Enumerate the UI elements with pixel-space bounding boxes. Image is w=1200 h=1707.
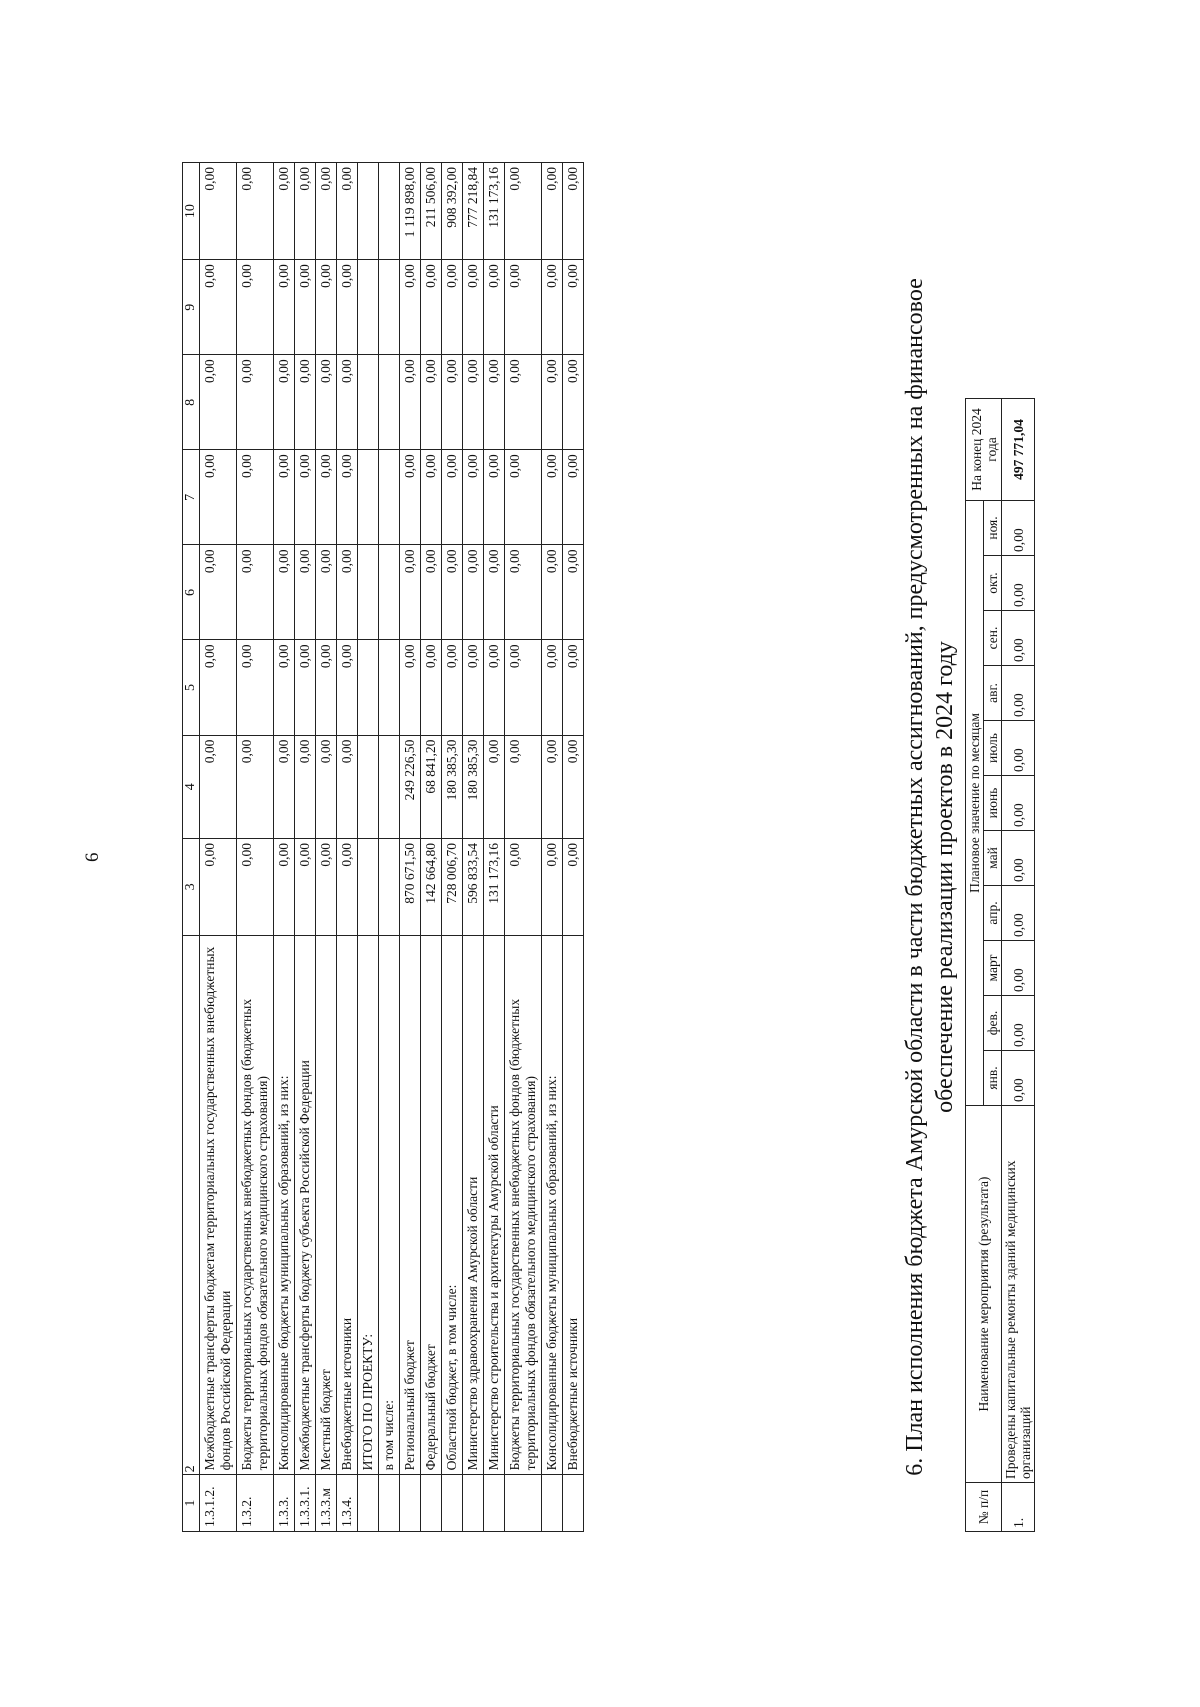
- row-label: в том числе:: [379, 935, 400, 1475]
- value-cell: [358, 163, 379, 260]
- month-value: 0,00: [1002, 886, 1035, 941]
- header-end-of-year: На конец 2024 года: [966, 399, 1002, 501]
- row-code: [400, 1475, 421, 1532]
- table-row: [358, 163, 379, 1532]
- value-cell: 0,00: [442, 355, 463, 450]
- month-header: окт.: [984, 556, 1002, 611]
- value-cell: 0,00: [200, 355, 237, 450]
- value-cell: 0,00: [505, 838, 542, 935]
- value-cell: 0,00: [463, 640, 484, 735]
- value-cell: [358, 735, 379, 838]
- value-cell: 0,00: [542, 163, 563, 260]
- value-cell: 0,00: [337, 260, 358, 355]
- column-number-row: [183, 163, 200, 1532]
- value-cell: 0,00: [337, 640, 358, 735]
- value-cell: 0,00: [237, 735, 274, 838]
- column-header: 8: [183, 355, 200, 450]
- value-cell: 0,00: [421, 545, 442, 640]
- table-row: [316, 163, 337, 1532]
- table-row: [237, 163, 274, 1532]
- table-row: [542, 163, 563, 1532]
- value-cell: 0,00: [484, 735, 505, 838]
- column-header: 4: [183, 735, 200, 838]
- table-row: [200, 163, 237, 1532]
- row-code: [421, 1475, 442, 1532]
- value-cell: 0,00: [274, 450, 295, 545]
- month-header: авг.: [984, 666, 1002, 721]
- table-row: [563, 163, 584, 1532]
- column-header: 2: [183, 935, 200, 1475]
- value-cell: 0,00: [484, 545, 505, 640]
- value-cell: 0,00: [237, 260, 274, 355]
- section-title: 6. План исполнения бюджета Амурской области в части бюджетных ассигнований, предусмотренных на финансовое обеспечение реализации проектов в 2024 году: [902, 278, 958, 1476]
- value-cell: 0,00: [442, 450, 463, 545]
- month-header: май: [984, 831, 1002, 886]
- value-cell: 0,00: [563, 735, 584, 838]
- row-label: Консолидированные бюджеты муниципальных образований, из них:: [274, 935, 295, 1475]
- value-cell: 0,00: [274, 355, 295, 450]
- value-cell: 180 385,30: [463, 735, 484, 838]
- table-row: [295, 163, 316, 1532]
- value-cell: 0,00: [316, 260, 337, 355]
- budget-table: [182, 162, 584, 1532]
- value-cell: 0,00: [463, 450, 484, 545]
- row-label: Местный бюджет: [316, 935, 337, 1475]
- row-code: [542, 1475, 563, 1532]
- value-cell: 0,00: [505, 640, 542, 735]
- value-cell: 0,00: [563, 640, 584, 735]
- value-cell: [379, 838, 400, 935]
- value-cell: 68 841,20: [421, 735, 442, 838]
- value-cell: 131 173,16: [484, 838, 505, 935]
- value-cell: 0,00: [563, 163, 584, 260]
- month-value: 0,00: [1002, 611, 1035, 666]
- month-header: июль: [984, 721, 1002, 776]
- value-cell: 0,00: [505, 260, 542, 355]
- value-cell: 0,00: [542, 355, 563, 450]
- value-cell: [358, 450, 379, 545]
- value-cell: 0,00: [563, 838, 584, 935]
- value-cell: 0,00: [463, 355, 484, 450]
- month-header: янв.: [984, 1051, 1002, 1106]
- month-header: ноя.: [984, 501, 1002, 556]
- value-cell: 0,00: [505, 735, 542, 838]
- value-cell: [379, 545, 400, 640]
- column-header: 9: [183, 260, 200, 355]
- month-header: март: [984, 941, 1002, 996]
- page-number: 6: [82, 852, 103, 862]
- value-cell: [379, 260, 400, 355]
- row-label: Бюджеты территориальных государственных внебюджетных фондов (бюджетных территориальных фондов обязательного медицинского страхования): [237, 935, 274, 1475]
- value-cell: 249 226,50: [400, 735, 421, 838]
- value-cell: 870 671,50: [400, 838, 421, 935]
- value-cell: 0,00: [295, 545, 316, 640]
- monthly-plan-table: [965, 398, 1035, 1532]
- value-cell: [379, 163, 400, 260]
- value-cell: 0,00: [563, 355, 584, 450]
- value-cell: 0,00: [505, 450, 542, 545]
- table-row: [274, 163, 295, 1532]
- value-cell: 0,00: [337, 355, 358, 450]
- row-code: [442, 1475, 463, 1532]
- value-cell: 0,00: [316, 838, 337, 935]
- value-cell: 0,00: [400, 450, 421, 545]
- value-cell: 0,00: [337, 735, 358, 838]
- value-cell: 0,00: [463, 260, 484, 355]
- value-cell: 0,00: [237, 640, 274, 735]
- row-code: 1.3.3.: [274, 1475, 295, 1532]
- value-cell: 0,00: [337, 163, 358, 260]
- value-cell: 0,00: [542, 450, 563, 545]
- column-header: 6: [183, 545, 200, 640]
- value-cell: 0,00: [274, 640, 295, 735]
- row-name: Проведены капитальные ремонты зданий медицинских организаций: [1002, 1106, 1035, 1483]
- month-header: сен.: [984, 611, 1002, 666]
- header-number: № п/п: [966, 1483, 1002, 1532]
- value-cell: 0,00: [542, 260, 563, 355]
- row-code: [358, 1475, 379, 1532]
- month-header: июнь: [984, 776, 1002, 831]
- row-number: 1.: [1002, 1483, 1035, 1532]
- row-code: 1.3.4.: [337, 1475, 358, 1532]
- table-row: [484, 163, 505, 1532]
- value-cell: 0,00: [442, 640, 463, 735]
- value-cell: 0,00: [316, 735, 337, 838]
- value-cell: 0,00: [237, 838, 274, 935]
- value-cell: 0,00: [274, 260, 295, 355]
- value-cell: [358, 640, 379, 735]
- row-code: [379, 1475, 400, 1532]
- value-cell: 728 006,70: [442, 838, 463, 935]
- table-row: [442, 163, 463, 1532]
- row-label: Министерство здравоохранения Амурской области: [463, 935, 484, 1475]
- row-label: Внебюджетные источники: [337, 935, 358, 1475]
- row-label: Внебюджетные источники: [563, 935, 584, 1475]
- value-cell: 0,00: [200, 260, 237, 355]
- value-cell: 0,00: [484, 450, 505, 545]
- value-cell: 0,00: [542, 640, 563, 735]
- value-cell: 0,00: [274, 838, 295, 935]
- value-cell: 0,00: [442, 545, 463, 640]
- row-label: Региональный бюджет: [400, 935, 421, 1475]
- table-row: [421, 163, 442, 1532]
- month-value: 0,00: [1002, 776, 1035, 831]
- value-cell: 0,00: [200, 640, 237, 735]
- value-cell: [379, 355, 400, 450]
- value-cell: 0,00: [295, 735, 316, 838]
- value-cell: 0,00: [421, 260, 442, 355]
- value-cell: 0,00: [421, 355, 442, 450]
- row-code: [563, 1475, 584, 1532]
- header-monthly-group: Плановое значение по месяцам: [966, 501, 984, 1106]
- value-cell: 908 392,00: [442, 163, 463, 260]
- value-cell: 0,00: [274, 163, 295, 260]
- value-cell: [379, 735, 400, 838]
- table-row: [337, 163, 358, 1532]
- value-cell: 0,00: [295, 640, 316, 735]
- month-header: апр.: [984, 886, 1002, 941]
- row-code: 1.3.3.м: [316, 1475, 337, 1532]
- value-cell: 0,00: [295, 838, 316, 935]
- value-cell: 0,00: [237, 355, 274, 450]
- value-cell: 0,00: [484, 355, 505, 450]
- value-cell: 211 506,00: [421, 163, 442, 260]
- value-cell: 0,00: [200, 545, 237, 640]
- table-row: [400, 163, 421, 1532]
- value-cell: 0,00: [237, 545, 274, 640]
- value-cell: [358, 355, 379, 450]
- value-cell: [358, 838, 379, 935]
- value-cell: 0,00: [542, 838, 563, 935]
- month-value: 0,00: [1002, 996, 1035, 1051]
- value-cell: 0,00: [200, 163, 237, 260]
- table-row: [505, 163, 542, 1532]
- value-cell: 0,00: [563, 450, 584, 545]
- value-cell: 0,00: [463, 545, 484, 640]
- value-cell: 0,00: [316, 545, 337, 640]
- row-label: ИТОГО ПО ПРОЕКТУ:: [358, 935, 379, 1475]
- value-cell: [379, 450, 400, 545]
- column-header: 10: [183, 163, 200, 260]
- value-cell: 0,00: [400, 545, 421, 640]
- value-cell: [358, 545, 379, 640]
- value-cell: 0,00: [337, 838, 358, 935]
- row-label: Межбюджетные трансферты бюджетам территориальных государственных внебюджетных фондов Российской Федерации: [200, 935, 237, 1475]
- value-cell: 0,00: [484, 260, 505, 355]
- month-value: 0,00: [1002, 1051, 1035, 1106]
- value-cell: 0,00: [563, 260, 584, 355]
- month-value: 0,00: [1002, 941, 1035, 996]
- value-cell: 142 664,80: [421, 838, 442, 935]
- value-cell: 0,00: [563, 545, 584, 640]
- value-cell: 777 218,84: [463, 163, 484, 260]
- row-code: 1.3.1.2.: [200, 1475, 237, 1532]
- column-header: 1: [183, 1475, 200, 1532]
- value-cell: 0,00: [337, 450, 358, 545]
- end-of-year-value: 497 771,04: [1002, 399, 1035, 501]
- month-value: 0,00: [1002, 666, 1035, 721]
- table-row: [463, 163, 484, 1532]
- header-name: Наименование мероприятия (результата): [966, 1106, 1002, 1483]
- value-cell: 0,00: [274, 545, 295, 640]
- value-cell: 180 385,30: [442, 735, 463, 838]
- row-code: 1.3.2.: [237, 1475, 274, 1532]
- value-cell: 0,00: [505, 355, 542, 450]
- value-cell: 0,00: [400, 355, 421, 450]
- value-cell: 0,00: [200, 450, 237, 545]
- value-cell: 0,00: [316, 640, 337, 735]
- month-value: 0,00: [1002, 556, 1035, 611]
- row-label: Консолидированные бюджеты муниципальных образований, из них:: [542, 935, 563, 1475]
- value-cell: 0,00: [542, 545, 563, 640]
- row-label: Федеральный бюджет: [421, 935, 442, 1475]
- value-cell: [379, 640, 400, 735]
- value-cell: 0,00: [400, 260, 421, 355]
- value-cell: 0,00: [337, 545, 358, 640]
- value-cell: 0,00: [400, 640, 421, 735]
- value-cell: 0,00: [237, 450, 274, 545]
- value-cell: 1 119 898,00: [400, 163, 421, 260]
- value-cell: 0,00: [505, 545, 542, 640]
- value-cell: 0,00: [421, 640, 442, 735]
- value-cell: 0,00: [316, 450, 337, 545]
- value-cell: 0,00: [484, 640, 505, 735]
- value-cell: 0,00: [200, 735, 237, 838]
- month-value: 0,00: [1002, 721, 1035, 776]
- value-cell: 0,00: [295, 355, 316, 450]
- row-code: [505, 1475, 542, 1532]
- value-cell: 0,00: [274, 735, 295, 838]
- column-header: 5: [183, 640, 200, 735]
- value-cell: 0,00: [505, 163, 542, 260]
- row-label: Министерство строительства и архитектуры Амурской области: [484, 935, 505, 1475]
- row-code: [484, 1475, 505, 1532]
- value-cell: 0,00: [442, 260, 463, 355]
- value-cell: 0,00: [421, 450, 442, 545]
- value-cell: 131 173,16: [484, 163, 505, 260]
- value-cell: 0,00: [316, 163, 337, 260]
- value-cell: 0,00: [316, 355, 337, 450]
- value-cell: 0,00: [200, 838, 237, 935]
- row-label: Межбюджетные трансферты бюджету субъекта Российской Федерации: [295, 935, 316, 1475]
- value-cell: 0,00: [237, 163, 274, 260]
- value-cell: 0,00: [295, 260, 316, 355]
- value-cell: 0,00: [295, 450, 316, 545]
- row-label: Бюджеты территориальных государственных внебюджетных фондов (бюджетных территориальных фондов обязательного медицинского страхования): [505, 935, 542, 1475]
- column-header: 7: [183, 450, 200, 545]
- month-header: фев.: [984, 996, 1002, 1051]
- value-cell: 596 833,54: [463, 838, 484, 935]
- column-header: 3: [183, 838, 200, 935]
- table-row: [1002, 399, 1035, 1532]
- month-value: 0,00: [1002, 831, 1035, 886]
- value-cell: 0,00: [542, 735, 563, 838]
- row-code: 1.3.3.1.: [295, 1475, 316, 1532]
- table-row: [379, 163, 400, 1532]
- value-cell: 0,00: [295, 163, 316, 260]
- row-code: [463, 1475, 484, 1532]
- value-cell: [358, 260, 379, 355]
- row-label: Областной бюджет, в том числе:: [442, 935, 463, 1475]
- month-value: 0,00: [1002, 501, 1035, 556]
